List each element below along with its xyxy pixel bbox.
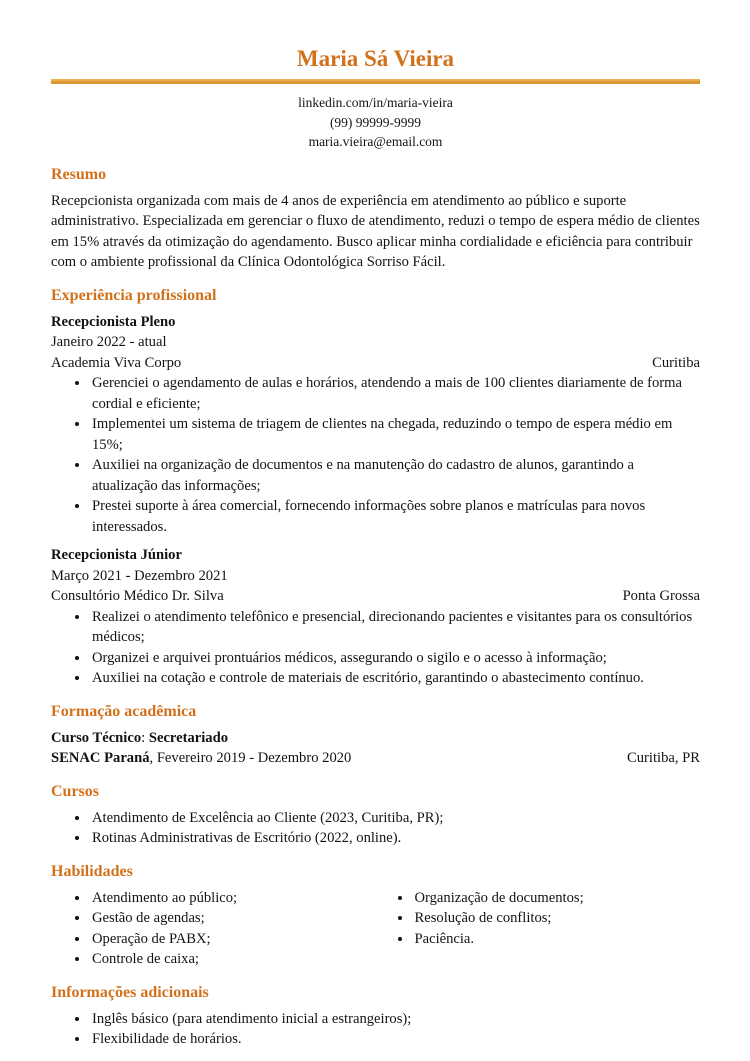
job-location: Curitiba <box>652 354 700 371</box>
job-company: Academia Viva Corpo <box>51 354 182 371</box>
section-experiencia <box>51 286 700 689</box>
education-period: , Fevereiro 2019 - Dezembro 2020 <box>149 750 352 766</box>
section-heading-formacao: Formação acadêmica <box>51 702 197 720</box>
curso-item: • Rotinas Administrativas de Escritório (2022, online). <box>90 828 700 849</box>
habilidades-col1 <box>51 888 376 970</box>
job-period: Março 2021 - Dezembro 2021 <box>51 567 228 584</box>
job-bullet: • Implementei um sistema de triagem de clientes na chegada, reduzindo o tempo de espera médio em 15%; <box>90 414 700 455</box>
section-cursos <box>51 782 700 849</box>
habilidade-item: • Resolução de conflitos; <box>413 908 701 929</box>
job-period: Janeiro 2022 - atual <box>51 334 167 350</box>
curso-item: • Atendimento de Excelência ao Cliente (2023, Curitiba, PR); <box>90 808 700 829</box>
habilidades-col2 <box>376 888 701 970</box>
adicional-item: • Flexibilidade de horários. <box>90 1029 700 1050</box>
habilidade-item: • Paciência. <box>413 929 701 950</box>
institution: SENAC Paraná <box>51 750 150 766</box>
contact-block <box>51 93 700 152</box>
job-company: Consultório Médico Dr. Silva <box>51 588 224 604</box>
job-entry-2 <box>51 545 700 689</box>
adicionais-list <box>51 1009 700 1050</box>
habilidade-item: • Organização de documentos; <box>413 888 701 909</box>
contact-line: linkedin.com/in/maria-vieira <box>298 95 453 110</box>
job-location: Ponta Grossa <box>622 588 700 604</box>
job-bullet: • Realizei o atendimento telefônico e presencial, direcionando pacientes e visitantes para os consultórios médicos; <box>90 607 700 648</box>
habilidades-columns <box>51 888 700 970</box>
degree-value: Secretariado <box>148 729 229 746</box>
contact-line: (99) 99999-9999 <box>329 114 422 130</box>
section-heading-resumo: Resumo <box>51 165 107 183</box>
job-bullet-list <box>51 373 700 537</box>
adicional-item: • Inglês básico (para atendimento inicial a estrangeiros); <box>90 1009 700 1030</box>
job-bullet: • Gerenciei o agendamento de aulas e horários, atendendo a mais de 100 clientes diariamente de forma cordial e eficiente; <box>90 373 700 414</box>
job-entry-1 <box>51 312 700 538</box>
cursos-list <box>51 808 700 849</box>
section-heading-cursos: Cursos <box>51 782 100 800</box>
job-bullet: • Auxiliei na cotação e controle de materiais de escritório, garantindo o abastecimento contínuo. <box>90 668 700 689</box>
job-bullet-list <box>51 607 700 689</box>
section-resumo <box>51 165 700 273</box>
degree-separator: : <box>141 729 149 746</box>
job-role: Recepcionista Pleno <box>51 313 176 330</box>
job-bullet: • Organizei e arquivei prontuários médicos, assegurando o sigilo e o acesso à informação; <box>90 648 700 669</box>
job-company-row <box>51 586 700 607</box>
resumo-text: Recepcionista organizada com mais de 4 anos de experiência em atendimento ao público e suporte administrativo. Especializada em gerenciar o fluxo de atendimento, reduzi o tempo de espera médio de clientes em 15% através da otimização do agendamento. Busco aplicar minha cordialidade e eficiência para contribuir com o ambiente profissional da Clínica Odontológica Sorriso Fácil. <box>51 192 700 270</box>
section-heading-experiencia: Experiência profissional <box>51 286 217 304</box>
habilidade-item: • Operação de PABX; <box>90 929 376 950</box>
degree-label: Curso Técnico <box>51 729 142 746</box>
institution-and-period <box>51 748 351 769</box>
section-formacao <box>51 702 700 769</box>
title-divider <box>51 79 700 84</box>
section-adicionais <box>51 983 700 1050</box>
degree-line <box>51 728 700 749</box>
section-heading-habilidades: Habilidades <box>51 862 133 880</box>
section-habilidades <box>51 862 700 970</box>
job-bullet: • Auxiliei na organização de documentos e na manutenção do cadastro de alunos, garantindo a atualização das informações; <box>90 455 700 496</box>
job-role: Recepcionista Júnior <box>51 547 182 563</box>
habilidade-item: • Gestão de agendas; <box>90 908 376 929</box>
contact-line: maria.vieira@email.com <box>308 134 443 149</box>
job-company-row <box>51 353 700 374</box>
job-bullet: • Prestei suporte à área comercial, fornecendo informações sobre planos e matrículas para novos interessados. <box>90 496 700 537</box>
institution-row <box>51 748 700 769</box>
education-location: Curitiba, PR <box>627 750 700 766</box>
habilidade-item: • Controle de caixa; <box>90 949 376 970</box>
section-heading-adicionais: Informações adicionais <box>51 983 209 1001</box>
page-title: Maria Sá Vieira <box>296 46 455 71</box>
habilidade-item: • Atendimento ao público; <box>90 888 376 909</box>
